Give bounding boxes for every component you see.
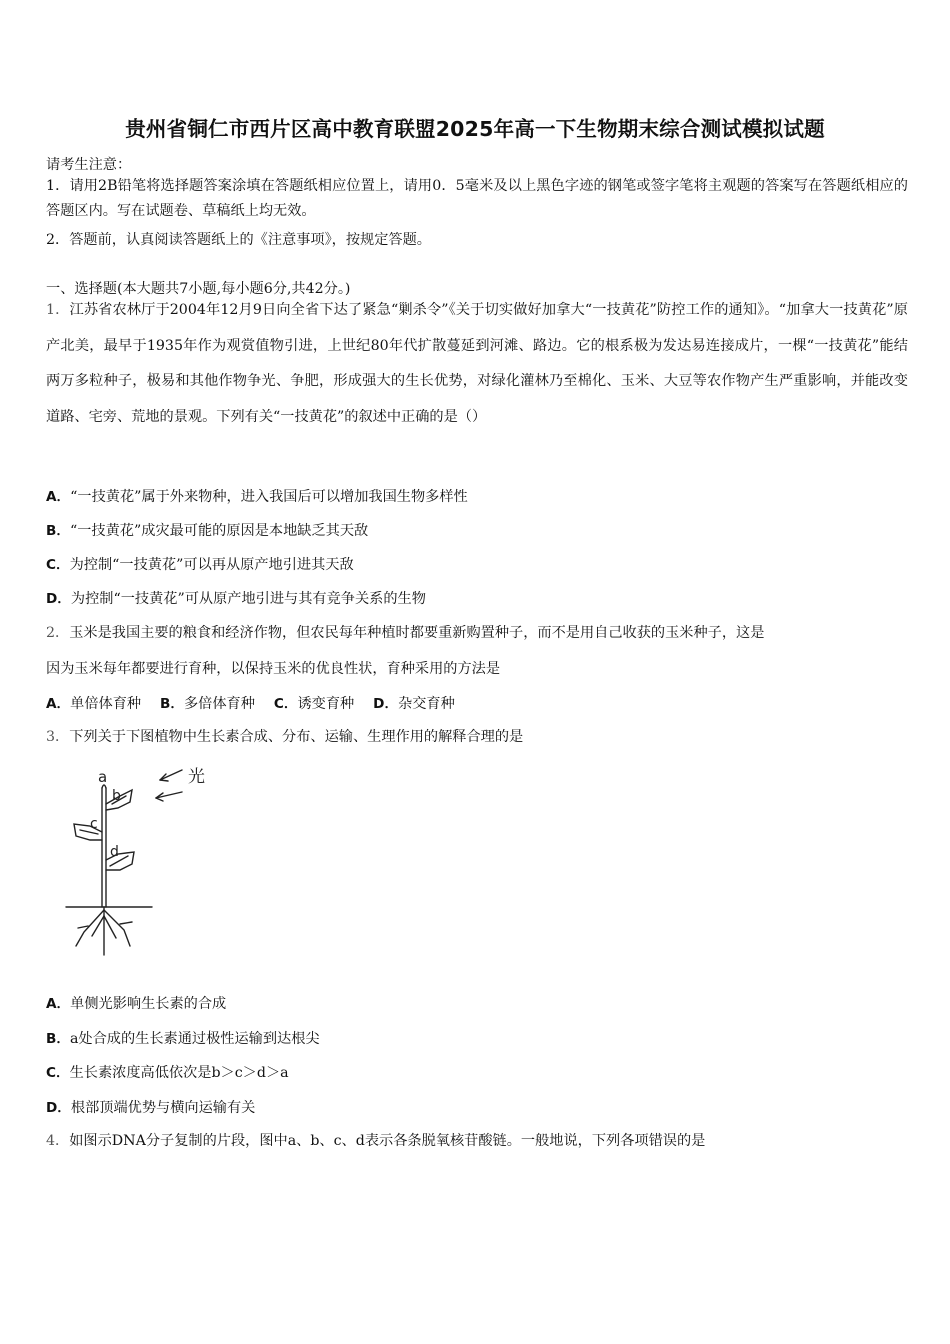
- question-2-options: [46, 692, 910, 713]
- label-light: 光: [188, 767, 205, 787]
- question-1: [46, 293, 908, 435]
- label-c: c: [90, 816, 98, 832]
- question-2: [46, 622, 910, 642]
- question-stem: 下列关于下图植物中生长素合成、分布、运输、生理作用的解释合理的是: [69, 729, 524, 745]
- notice-heading: 请考生注意：: [46, 157, 132, 173]
- option-1d: D．为控制“一技黄花”可从原产地引进与其有竞争关系的生物: [46, 591, 426, 607]
- option-2a: A．单倍体育种: [46, 696, 142, 712]
- question-3: [46, 726, 910, 746]
- option-3c: C．生长素浓度高低依次是b＞c＞d＞a: [46, 1065, 289, 1081]
- question-stem: 如图示DNA分子复制的片段，图中a、b、c、d表示各条脱氧核苷酸链。一般地说，下列各项错误的是: [69, 1133, 706, 1149]
- question-number: 4．: [46, 1133, 70, 1149]
- label-b: b: [112, 788, 121, 804]
- notice-item-1: 1．请用2B铅笔将选择题答案涂填在答题纸相应位置上，请用0．5毫米及以上黑色字迹的钢笔或签字笔将主观题的答案写在答题纸相应的答题区内。写在试题卷、草稿纸上均无效。: [46, 178, 908, 219]
- question-number: 3．: [46, 729, 70, 745]
- question-4: [46, 1130, 910, 1150]
- option-2b: B．多倍体育种: [160, 696, 255, 712]
- option-1b: B．“一技黄花”成灾最可能的原因是本地缺乏其天敌: [46, 523, 369, 539]
- question-2-line-2: 因为玉米每年都要进行育种，以保持玉米的优良性状，育种采用的方法是: [46, 661, 501, 677]
- label-d: d: [110, 844, 119, 860]
- option-1c: C．为控制“一技黄花”可以再从原产地引进其天敌: [46, 557, 354, 573]
- option-2d: D．杂交育种: [373, 696, 455, 712]
- page-title: 贵州省铜仁市西片区高中教育联盟2025年高一下生物期末综合测试模拟试题: [125, 117, 825, 141]
- option-3d: D．根部顶端优势与横向运输有关: [46, 1100, 256, 1116]
- question-number: 2．: [46, 625, 70, 641]
- question-stem: 江苏省农林厅于2004年12月9日向全省下达了紧急“剿杀令”《关于切实做好加拿大“一技黄花”防控工作的通知》。“加拿大一技黄花”原产北美，最早于1935年作为观赏值物引进，上世纪80年代扩散蔓延到河滩、路边。它的根系极为发达易连接成片，一棵“一技黄花”能结两万多粒种子，极易和其他作物争光、争肥，形成强大的生长优势，对绿化灌林乃至棉化、玉米、大豆等农作物产生严重影响，并能改变道路、宅旁、荒地的景观。下列有关“一技黄花”的叙述中正确的是（）: [46, 302, 908, 425]
- label-a: a: [98, 768, 108, 786]
- question-number: 1．: [46, 302, 70, 318]
- option-1a: A．“一技黄花”属于外来物种，进入我国后可以增加我国生物多样性: [46, 489, 468, 505]
- option-3b: B．a处合成的生长素通过极性运输到达根尖: [46, 1031, 320, 1047]
- question-stem-line-1: 玉米是我国主要的粮食和经济作物，但农民每年种植时都要重新购置种子，而不是用自己收获的玉米种子，这是: [69, 625, 765, 641]
- option-3a: A．单侧光影响生长素的合成: [46, 996, 227, 1012]
- section-heading: 一、选择题(本大题共7小题,每小题6分,共42分。): [46, 281, 351, 297]
- option-2c: C．诱变育种: [273, 696, 355, 712]
- plant-diagram: [60, 760, 220, 965]
- notice-item-2: 2．答题前，认真阅读答题纸上的《注意事项》，按规定答题。: [46, 232, 431, 248]
